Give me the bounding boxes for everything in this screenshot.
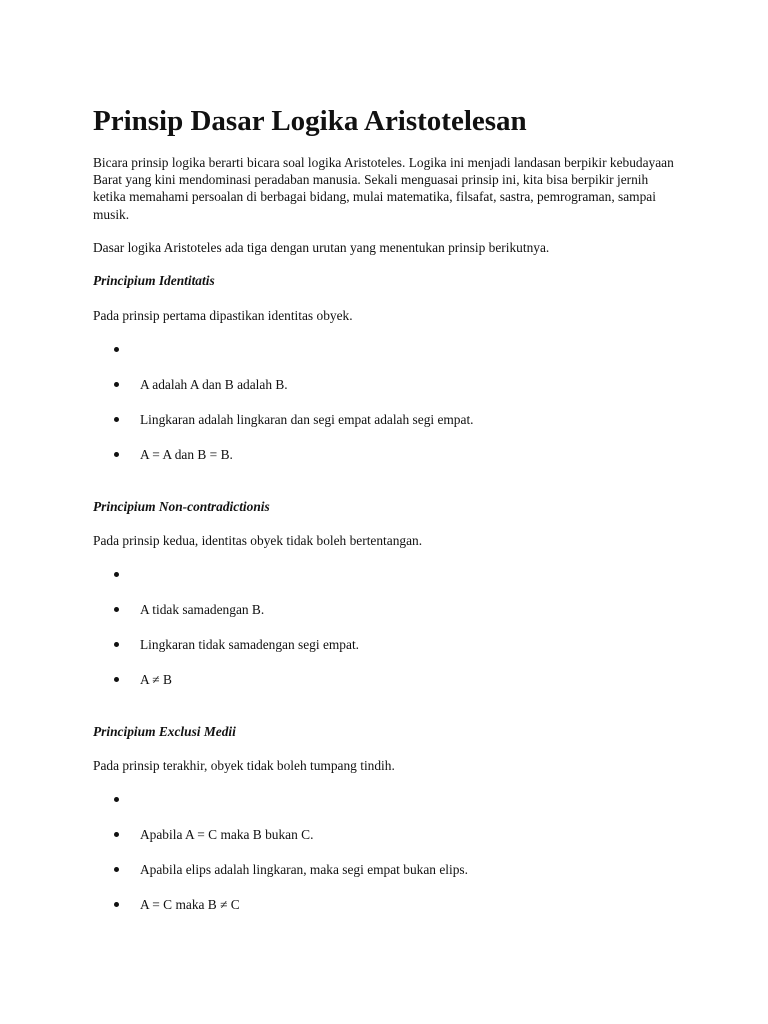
bullet-icon	[114, 347, 119, 352]
list-item-text: A ≠ B	[140, 672, 172, 687]
bullet-icon	[114, 832, 119, 837]
list-item-text: A = A dan B = B.	[140, 447, 233, 462]
section-description: Pada prinsip pertama dipastikan identitas obyek.	[93, 308, 353, 323]
section-heading: Principium Exclusi Medii	[93, 724, 236, 739]
overview-paragraph: Dasar logika Aristoteles ada tiga dengan urutan yang menentukan prinsip berikutnya.	[93, 240, 550, 255]
list-item-text: Apabila A = C maka B bukan C.	[140, 827, 314, 842]
bullet-icon	[114, 607, 119, 612]
bullet-icon	[114, 867, 119, 872]
section-heading: Principium Identitatis	[93, 273, 215, 288]
list-item-text: Apabila elips adalah lingkaran, maka segi empat bukan elips.	[140, 862, 468, 877]
list-item-text: A tidak samadengan B.	[140, 602, 265, 617]
bullet-icon	[114, 642, 119, 647]
section-heading: Principium Non-contradictionis	[93, 499, 270, 514]
section-description: Pada prinsip kedua, identitas obyek tidak boleh bertentangan.	[93, 533, 423, 548]
list-item-text: Lingkaran tidak samadengan segi empat.	[140, 637, 360, 652]
bullet-icon	[114, 677, 119, 682]
page-title: Prinsip Dasar Logika Aristotelesan	[93, 105, 527, 137]
bullet-icon	[114, 417, 119, 422]
list-item-text: A adalah A dan B adalah B.	[140, 377, 288, 392]
bullet-icon	[114, 382, 119, 387]
section-description: Pada prinsip terakhir, obyek tidak boleh tumpang tindih.	[93, 758, 395, 773]
intro-paragraph: Bicara prinsip logika berarti bicara soal logika Aristoteles. Logika ini menjadi landasan berpikir kebudayaan Barat yang kini mendominasi peradaban manusia. Sekali menguasai prinsip ini, kita bisa berpikir jernih ketika memahami persoalan di berbagai bidang, mulai matematika, filsafat, sastra, pemrograman, sampai musik.	[93, 155, 674, 222]
bullet-icon	[114, 572, 119, 577]
bullet-icon	[114, 902, 119, 907]
list-item-text: Lingkaran adalah lingkaran dan segi empat adalah segi empat.	[140, 412, 474, 427]
list-item-text: A = C maka B ≠ C	[140, 897, 240, 912]
bullet-icon	[114, 797, 119, 802]
bullet-icon	[114, 452, 119, 457]
